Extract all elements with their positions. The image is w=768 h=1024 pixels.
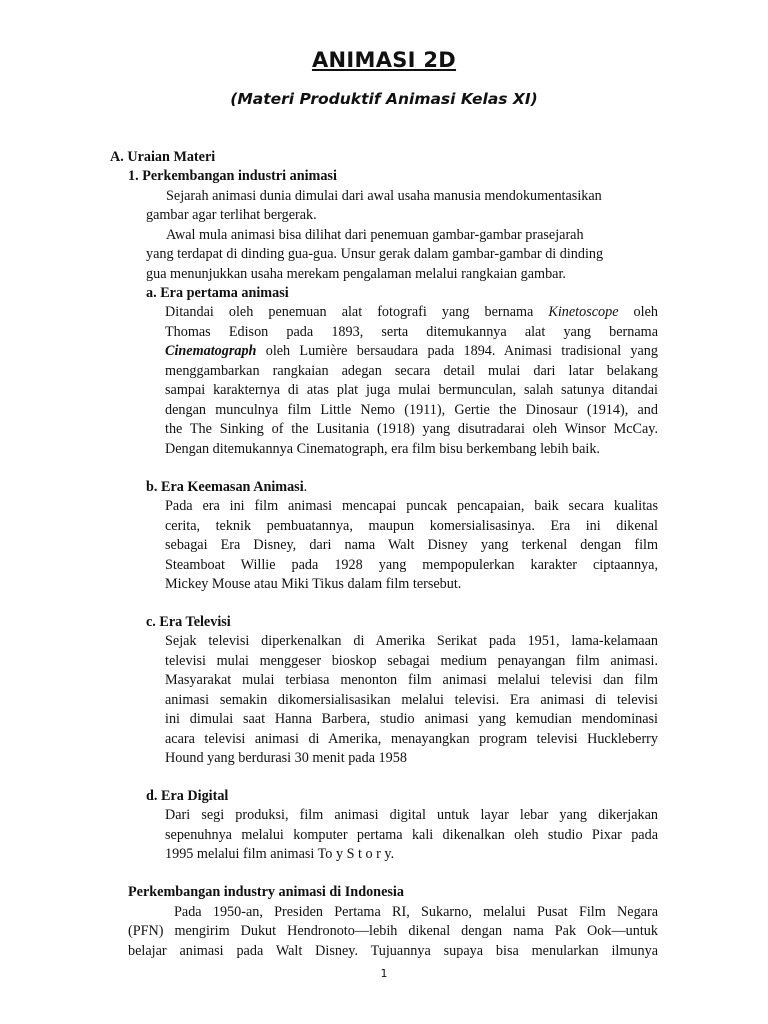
paragraph-line: televisi mulai menggeser bioskop sebagai medium penayangan film animasi. bbox=[165, 653, 658, 669]
page-subtitle: (Materi Produktif Animasi Kelas XI) bbox=[230, 90, 538, 108]
paragraph-line: gua menunjukkan usaha merekam pengalaman melalui rangkaian gambar. bbox=[146, 266, 566, 282]
paragraph-line: belajar animasi pada Walt Disney. Tujuannya supaya bisa menularkan ilmunya bbox=[128, 943, 658, 959]
section-heading: A. Uraian Materi bbox=[110, 149, 216, 165]
paragraph-line: (PFN) mengirim Dukut Hendronoto—lebih dikenal dengan nama Pak Ook—untuk bbox=[128, 923, 658, 939]
paragraph-line: Ditandai oleh penemuan alat fotografi yang bernama Kinetoscope oleh bbox=[165, 304, 658, 320]
paragraph-line: Mickey Mouse atau Miki Tikus dalam film tersebut. bbox=[165, 576, 462, 592]
paragraph-line: Dari segi produksi, film animasi digital untuk layar lebar yang dikerjakan bbox=[165, 807, 658, 823]
paragraph-line: sepenuhnya melalui komputer pertama kali dikenalkan oleh studio Pixar pada bbox=[165, 827, 658, 843]
page-title: ANIMASI 2D bbox=[311, 48, 457, 72]
era-heading: d. Era Digital bbox=[146, 788, 229, 804]
era-heading: c. Era Televisi bbox=[146, 614, 231, 630]
paragraph-line: Awal mula animasi bisa dilihat dari penemuan gambar-gambar prasejarah bbox=[166, 227, 584, 243]
era-heading: a. Era pertama animasi bbox=[146, 285, 289, 301]
paragraph-line: Masyarakat mulai terbiasa menonton film animasi melalui televisi dan film bbox=[165, 672, 658, 688]
subsection-heading: 1. Perkembangan industri animasi bbox=[128, 168, 337, 184]
paragraph-line: 1995 melalui film animasi To y S t o r y. bbox=[165, 846, 395, 862]
paragraph-line: Steamboat Willie pada 1928 yang mempopulerkan karakter ciptaannya, bbox=[165, 557, 658, 573]
paragraph-line: Thomas Edison pada 1893, serta ditemukannya alat yang bernama bbox=[165, 324, 658, 340]
era-heading: b. Era Keemasan Animasi. bbox=[146, 479, 308, 495]
paragraph-line: sampai karakternya di atas plat juga mulai bermunculan, salah satunya ditandai bbox=[165, 382, 658, 398]
paragraph-line: Hound yang berdurasi 30 menit pada 1958 bbox=[165, 750, 407, 766]
paragraph-line: acara televisi animasi di Amerika, menayangkan program televisi Huckleberry bbox=[165, 731, 658, 747]
paragraph-line: yang terdapat di dinding gua-gua. Unsur gerak dalam gambar-gambar di dinding bbox=[146, 246, 604, 262]
paragraph-line: cerita, teknik pembuatannya, maupun komersialisasinya. Era ini dikenal bbox=[165, 518, 658, 534]
paragraph-line: Pada era ini film animasi mencapai puncak pencapaian, baik secara kualitas bbox=[165, 498, 658, 514]
paragraph-line: Sejarah animasi dunia dimulai dari awal usaha manusia mendokumentasikan bbox=[166, 188, 602, 204]
paragraph-line: ini dimulai saat Hanna Barbera, studio animasi yang kemudian mendominasi bbox=[165, 711, 658, 727]
paragraph-line: Sejak televisi diperkenalkan di Amerika Serikat pada 1951, lama-kelamaan bbox=[165, 633, 658, 649]
section-heading: Perkembangan industry animasi di Indonesia bbox=[128, 884, 404, 900]
term-cinematograph: Cinematograph bbox=[165, 343, 257, 359]
paragraph-line: Pada 1950-an, Presiden Pertama RI, Sukarno, melalui Pusat Film Negara bbox=[174, 904, 658, 920]
paragraph-line: the The Sinking of the Lusitania (1918) yang disutradarai oleh Winsor McCay. bbox=[165, 421, 658, 437]
paragraph-line: Cinematograph oleh Lumière bersaudara pada 1894. Animasi tradisional yang bbox=[165, 343, 658, 359]
paragraph-line: Dengan ditemukannya Cinematograph, era film bisu berkembang lebih baik. bbox=[165, 441, 600, 457]
paragraph-line: dengan munculnya film Little Nemo (1911), Gertie the Dinosaur (1914), and bbox=[165, 402, 658, 418]
page-number: 1 bbox=[380, 967, 388, 980]
paragraph-line: sebagai Era Disney, dari nama Walt Disney yang terkenal dengan film bbox=[165, 537, 658, 553]
paragraph-line: menggambarkan rangkaian adegan secara detail mulai dari latar belakang bbox=[165, 363, 658, 379]
term-kinetoscope: Kinetoscope bbox=[548, 304, 619, 320]
paragraph-line: gambar agar terlihat bergerak. bbox=[146, 207, 317, 223]
paragraph-line: animasi semakin dikomersialisasikan melalui televisi. Era animasi di televisi bbox=[165, 692, 658, 708]
